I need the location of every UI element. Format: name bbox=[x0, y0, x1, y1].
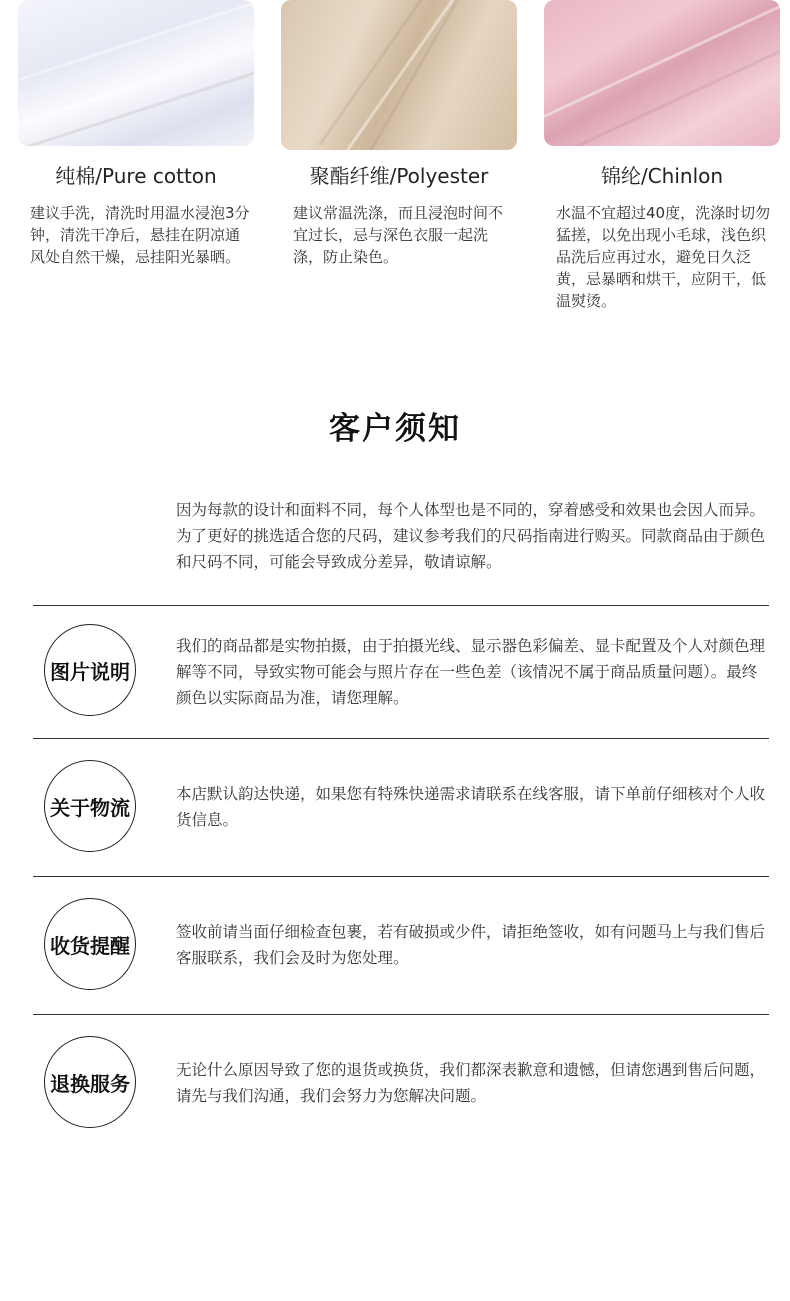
notice-item-text: 无论什么原因导致了您的退货或换货，我们都深表歉意和遗憾，但请您遇到售后问题，请先与我们沟通，我们会努力为您解决问题。 bbox=[176, 1061, 766, 1105]
polyester-swatch-image bbox=[281, 0, 517, 150]
badge-circle: 收货提醒 bbox=[44, 898, 136, 990]
fabric-card-chinlon bbox=[544, 0, 780, 312]
fabric-care-text: 建议手洗，清洗时用温水浸泡3分钟，清洗干净后，悬挂在阴凉通风处自然干燥，忌挂阳光暴晒。 bbox=[30, 204, 250, 266]
fabric-name: 纯棉/Pure cotton bbox=[55, 164, 217, 188]
section-title: 客户须知 bbox=[329, 411, 461, 447]
notice-intro-text: 因为每款的设计和面料不同，每个人体型也是不同的，穿着感受和效果也会因人而异。为了更好的挑选适合您的尺码，建议参考我们的尺码指南进行购买。同款商品由于颜色和尺码不同，可能会导致成分差异，敬请谅解。 bbox=[176, 501, 766, 571]
notice-item-text: 我们的商品都是实物拍摄，由于拍摄光线、显示器色彩偏差、显卡配置及个人对颜色理解等不同，导致实物可能会与照片存在一些色差（该情况不属于商品质量问题）。最终颜色以实际商品为准，请您理解。 bbox=[176, 637, 766, 707]
fabric-care-text: 水温不宜超过40度，洗涤时切勿猛搓，以免出现小毛球，浅色织品洗后应再过水，避免日久泛黄，忌暴晒和烘干，应阴干，低温熨烫。 bbox=[556, 204, 771, 310]
notice-item-text: 签收前请当面仔细检查包裹，若有破损或少件，请拒绝签收，如有问题马上与我们售后客服联系，我们会及时为您处理。 bbox=[176, 923, 766, 967]
badge-circle: 退换服务 bbox=[44, 1036, 136, 1128]
fabric-care-section bbox=[0, 0, 790, 330]
fabric-card-cotton bbox=[18, 0, 254, 268]
badge-circle: 图片说明 bbox=[44, 624, 136, 716]
fabric-name: 锦纶/Chinlon bbox=[600, 164, 724, 188]
fabric-care-text: 建议常温洗涤，而且浸泡时间不宜过长，忌与深色衣服一起洗涤，防止染色。 bbox=[293, 204, 504, 266]
notice-item-returns bbox=[0, 1015, 790, 1152]
notice-item-photo bbox=[0, 606, 790, 738]
notice-item-receipt bbox=[0, 877, 790, 1014]
fabric-name: 聚酯纤维/Polyester bbox=[309, 164, 489, 188]
fabric-card-polyester bbox=[281, 0, 517, 268]
chinlon-swatch-image bbox=[544, 0, 780, 146]
notice-item-text: 本店默认韵达快递，如果您有特殊快递需求请联系在线客服，请下单前仔细核对个人收货信息。 bbox=[176, 785, 766, 829]
cotton-swatch-image bbox=[18, 0, 254, 146]
badge-circle: 关于物流 bbox=[44, 760, 136, 852]
notice-item-logistics bbox=[0, 739, 790, 876]
